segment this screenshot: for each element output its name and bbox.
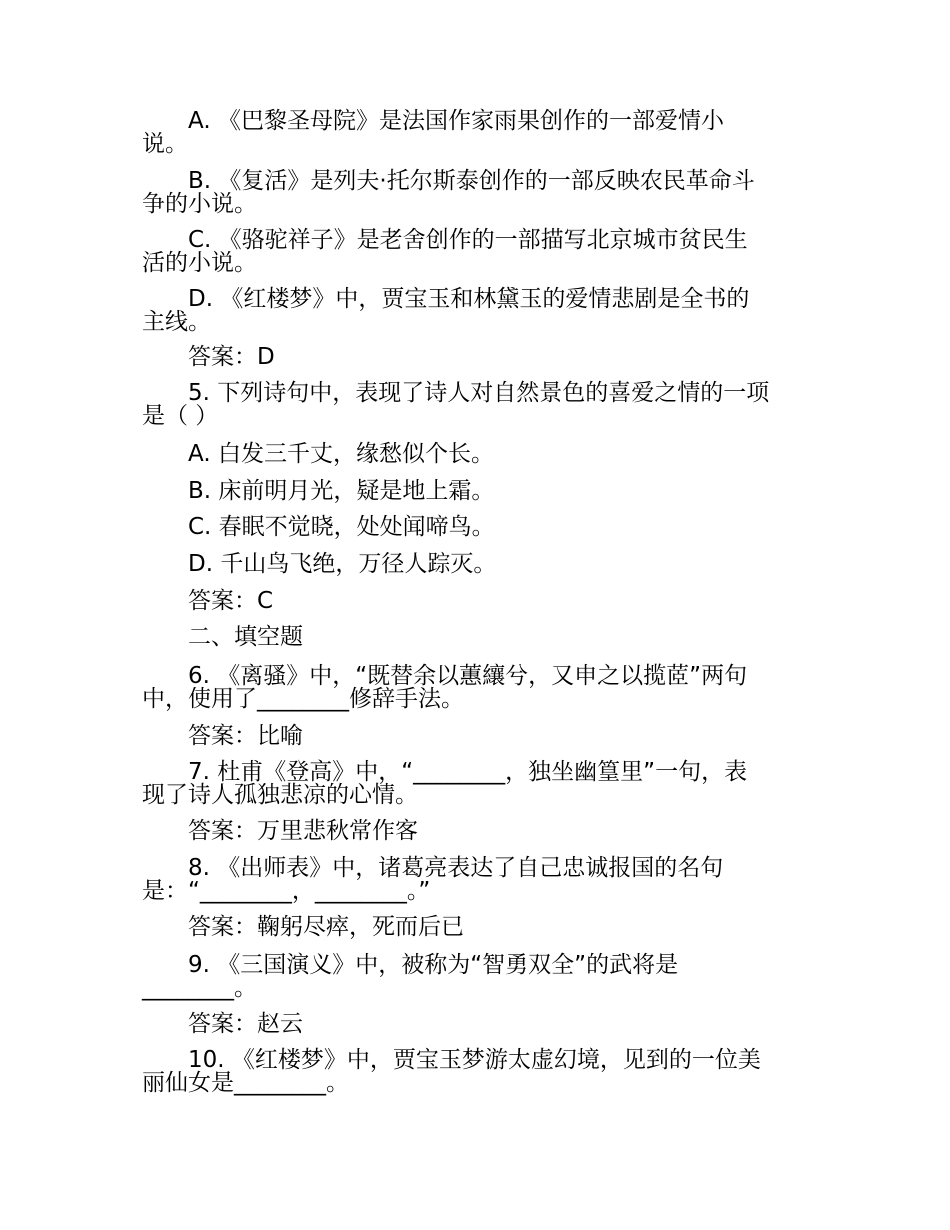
q4-option-d-line1: D. 《红楼梦》中，贾宝玉和林黛玉的爱情悲剧是全书的: [188, 286, 750, 312]
q8-line2: 是：“________，________。”: [142, 878, 431, 904]
q10-line2: 丽仙女是________。: [142, 1070, 349, 1096]
q4-answer: 答案：D: [188, 344, 275, 370]
q5-answer: 答案：C: [188, 588, 274, 614]
q9-line2: ________。: [142, 975, 257, 1001]
q4-option-b-line1: B. 《复活》是列夫·托尔斯泰创作的一部反映农民革命斗: [188, 168, 755, 194]
q5-option-c: C. 春眠不觉晓，处处闻啼鸟。: [188, 514, 495, 540]
q5-option-d: D. 千山鸟飞绝，万径人踪灭。: [188, 551, 497, 577]
q4-option-c-line2: 活的小说。: [142, 250, 257, 276]
q7-line2: 现了诗人孤独悲凉的心情。: [142, 782, 418, 808]
q6-line1: 6. 《离骚》中，“既替余以蕙纕兮，又申之以揽茝”两句: [188, 663, 748, 689]
q6-answer: 答案：比喻: [188, 723, 303, 749]
q4-option-c-line1: C. 《骆驼祥子》是老舍创作的一部描写北京城市贫民生: [188, 227, 748, 253]
q4-option-d-line2: 主线。: [142, 309, 211, 335]
q9-line1: 9. 《三国演义》中，被称为“智勇双全”的武将是: [188, 952, 679, 978]
q8-answer: 答案：鞠躬尽瘁，死而后已: [188, 914, 464, 940]
q6-line2: 中，使用了________修辞手法。: [142, 686, 464, 712]
q7-line1: 7. 杜甫《登高》中，“________，独坐幽篁里”一句，表: [188, 759, 748, 785]
q5-option-a: A. 白发三千丈，缘愁似个长。: [188, 441, 494, 467]
q7-answer: 答案：万里悲秋常作客: [188, 818, 418, 844]
q8-line1: 8. 《出师表》中，诸葛亮表达了自己忠诚报国的名句: [188, 855, 724, 881]
q4-option-a-line1: A. 《巴黎圣母院》是法国作家雨果创作的一部爱情小: [188, 108, 724, 134]
q5-option-b: B. 床前明月光，疑是地上霜。: [188, 478, 495, 504]
q9-answer: 答案：赵云: [188, 1011, 303, 1037]
q5-stem-line2: 是（ ）: [142, 403, 219, 429]
q5-stem-line1: 5. 下列诗句中，表现了诗人对自然景色的喜爱之情的一项: [188, 380, 770, 406]
section-title: 二、填空题: [188, 624, 303, 650]
q10-line1: 10. 《红楼梦》中，贾宝玉梦游太虚幻境，见到的一位美: [188, 1047, 761, 1073]
q4-option-a-line2: 说。: [142, 131, 188, 157]
q4-option-b-line2: 争的小说。: [142, 191, 257, 217]
